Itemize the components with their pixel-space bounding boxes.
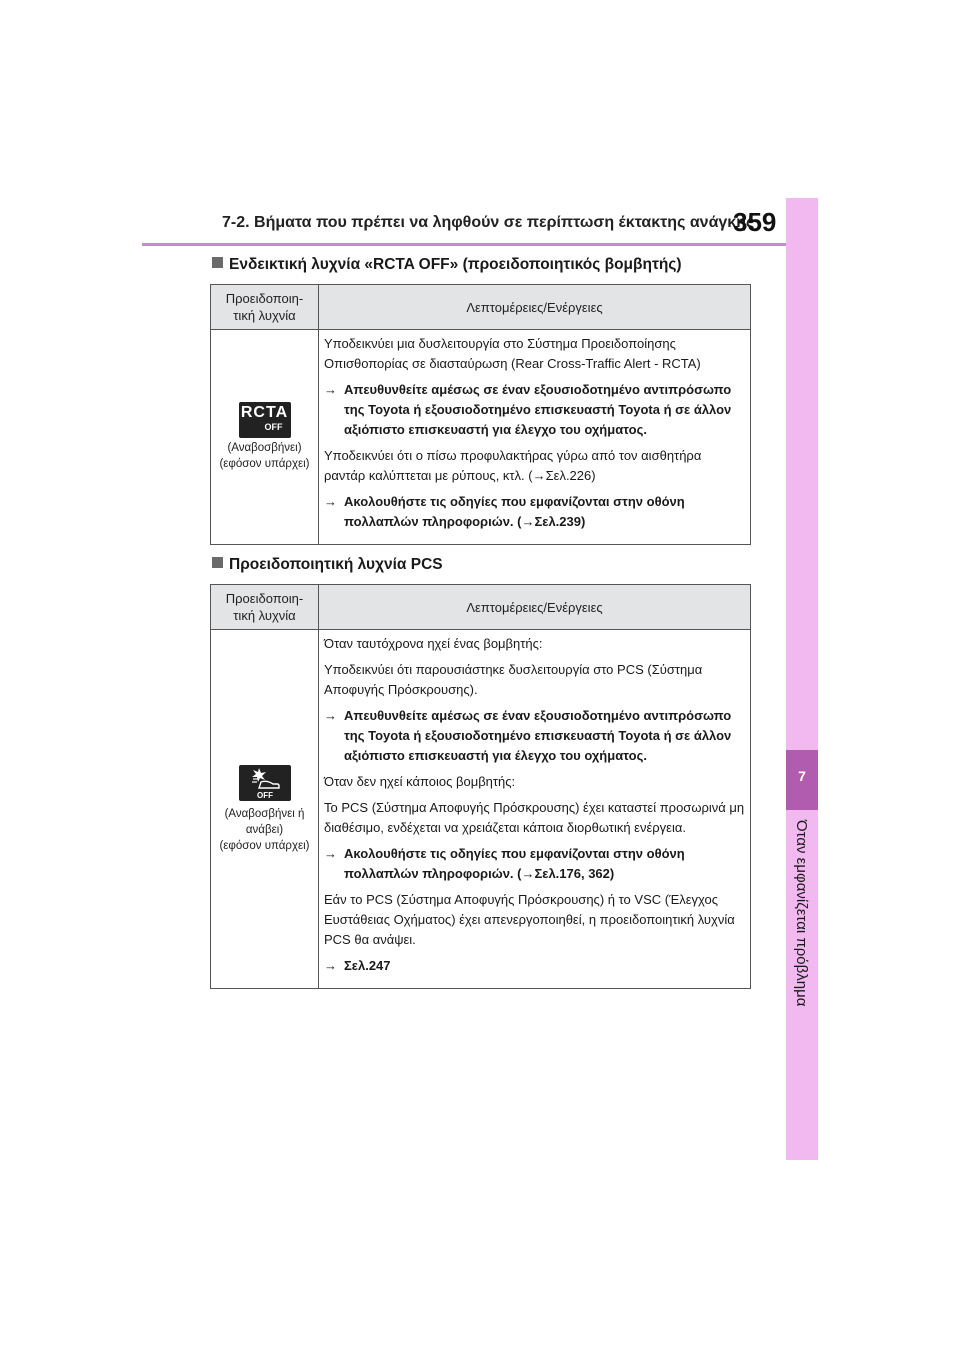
chapter-number: 7 bbox=[798, 768, 806, 784]
section-title-rcta bbox=[212, 256, 682, 274]
icon-sublabel: OFF bbox=[264, 422, 283, 432]
table-row bbox=[211, 630, 751, 989]
column-header-details: Λεπτομέρειες/Ενέργειες bbox=[319, 585, 751, 630]
running-header: 7-2. Βήματα που πρέπει να ληφθούν σε περίπτωση έκτακτης ανάγκης bbox=[222, 214, 755, 231]
square-bullet-icon bbox=[212, 557, 223, 568]
arrow-right-icon: → bbox=[324, 708, 337, 723]
table-header-row bbox=[211, 585, 751, 630]
arrow-right-icon: → bbox=[324, 846, 337, 861]
pcs-symbol bbox=[239, 765, 291, 801]
action-step bbox=[324, 492, 746, 532]
detail-paragraph: Όταν ταυτόχρονα ηχεί ένας βομβητής: bbox=[324, 636, 543, 651]
action-step bbox=[324, 844, 746, 884]
action-text: Απευθυνθείτε αμέσως σε έναν εξουσιοδοτημένο αντιπρόσωπο της Toyota ή εξουσιοδοτημένο επισκευαστή Toyota ή σε άλλον αξιόπιστο επισκευαστή για έλεγχο του οχήματος. bbox=[344, 708, 732, 763]
detail-paragraph: Το PCS (Σύστημα Αποφυγής Πρόσκρουσης) έχει καταστεί προσωρινά μη διαθέσιμο, ενδέχεται να χρειάζεται κάποια διορθωτική ενέργεια. bbox=[324, 800, 745, 835]
detail-paragraph: Όταν δεν ηχεί κάποιος βομβητής: bbox=[324, 774, 516, 789]
arrow-right-icon: → bbox=[324, 382, 337, 397]
page-number: 359 bbox=[733, 207, 777, 237]
action-step bbox=[324, 956, 746, 976]
action-text: Ακολουθήστε τις οδηγίες που εμφανίζονται στην οθόνη πολλαπλών πληροφοριών. (→Σελ.239) bbox=[344, 494, 685, 529]
action-text: Σελ.247 bbox=[344, 958, 391, 973]
action-text: Ακολουθήστε τις οδηγίες που εμφανίζονται στην οθόνη πολλαπλών πληροφοριών. (→Σελ.176, 362) bbox=[344, 846, 685, 881]
pcs-warning-table bbox=[210, 584, 751, 989]
details-cell bbox=[319, 330, 751, 545]
lamp-note: (εφόσον υπάρχει) bbox=[219, 458, 310, 470]
lamp-state: (Αναβοσβήνει) bbox=[227, 442, 302, 454]
details-cell bbox=[319, 630, 751, 989]
section-title-pcs bbox=[212, 556, 443, 574]
detail-paragraph: Υποδεικνύει μια δυσλειτουργία στο Σύστημα Προειδοποίησης Οπισθοπορίας σε διασταύρωση (Rear Cross-Traffic Alert - RCTA) bbox=[324, 336, 701, 371]
icon-label: RCTA bbox=[240, 404, 289, 421]
square-bullet-icon bbox=[212, 257, 223, 268]
detail-paragraph: Εάν το PCS (Σύστημα Αποφυγής Πρόσκρουσης) ή το VSC (Έλεγχος Ευστάθειας Οχήματος) έχει απενεργοποιηθεί, η προειδοποιητική λυχνία PCS θα ανάψει. bbox=[324, 892, 735, 947]
action-step bbox=[324, 706, 746, 766]
section-title-text: Προειδοποιητική λυχνία PCS bbox=[229, 556, 443, 573]
action-step bbox=[324, 380, 746, 440]
detail-paragraph: Υποδεικνύει ότι ο πίσω προφυλακτήρας γύρω από τον αισθητήρα ραντάρ καλύπτεται με ρύπους, κτλ. (→Σελ.226) bbox=[324, 448, 702, 483]
table-row bbox=[211, 330, 751, 545]
header-rule bbox=[142, 243, 786, 246]
pcs-off-icon bbox=[239, 765, 291, 801]
column-header-details: Λεπτομέρειες/Ενέργειες bbox=[319, 285, 751, 330]
section-title-text: Ενδεικτική λυχνία «RCTA OFF» (προειδοποιητικός βομβητής) bbox=[229, 256, 682, 273]
rcta-warning-table bbox=[210, 284, 751, 545]
column-header-lamp: Προειδοποιη-τική λυχνία bbox=[211, 585, 319, 630]
lamp-cell bbox=[211, 330, 319, 545]
arrow-right-icon: → bbox=[324, 958, 337, 973]
icon-sublabel: OFF bbox=[256, 790, 273, 800]
rcta-off-icon bbox=[239, 402, 291, 438]
column-header-lamp: Προειδοποιη-τική λυχνία bbox=[211, 285, 319, 330]
lamp-state: (Αναβοσβήνει ή ανάβει) bbox=[224, 807, 305, 836]
detail-paragraph: Υποδεικνύει ότι παρουσιάστηκε δυσλειτουργία στο PCS (Σύστημα Αποφυγής Πρόσκρουσης). bbox=[324, 662, 703, 697]
lamp-cell bbox=[211, 630, 319, 989]
chapter-side-tab bbox=[786, 198, 818, 1160]
table-header-row bbox=[211, 285, 751, 330]
chapter-title: Όταν εμφανίζεται πρόβλημα bbox=[793, 820, 810, 1007]
arrow-right-icon: → bbox=[324, 494, 337, 509]
lamp-note: (εφόσον υπάρχει) bbox=[219, 839, 310, 852]
action-text: Απευθυνθείτε αμέσως σε έναν εξουσιοδοτημένο αντιπρόσωπο της Toyota ή εξουσιοδοτημένο επισκευαστή Toyota ή σε άλλον αξιόπιστο επισκευαστή για έλεγχο του οχήματος. bbox=[344, 382, 732, 437]
